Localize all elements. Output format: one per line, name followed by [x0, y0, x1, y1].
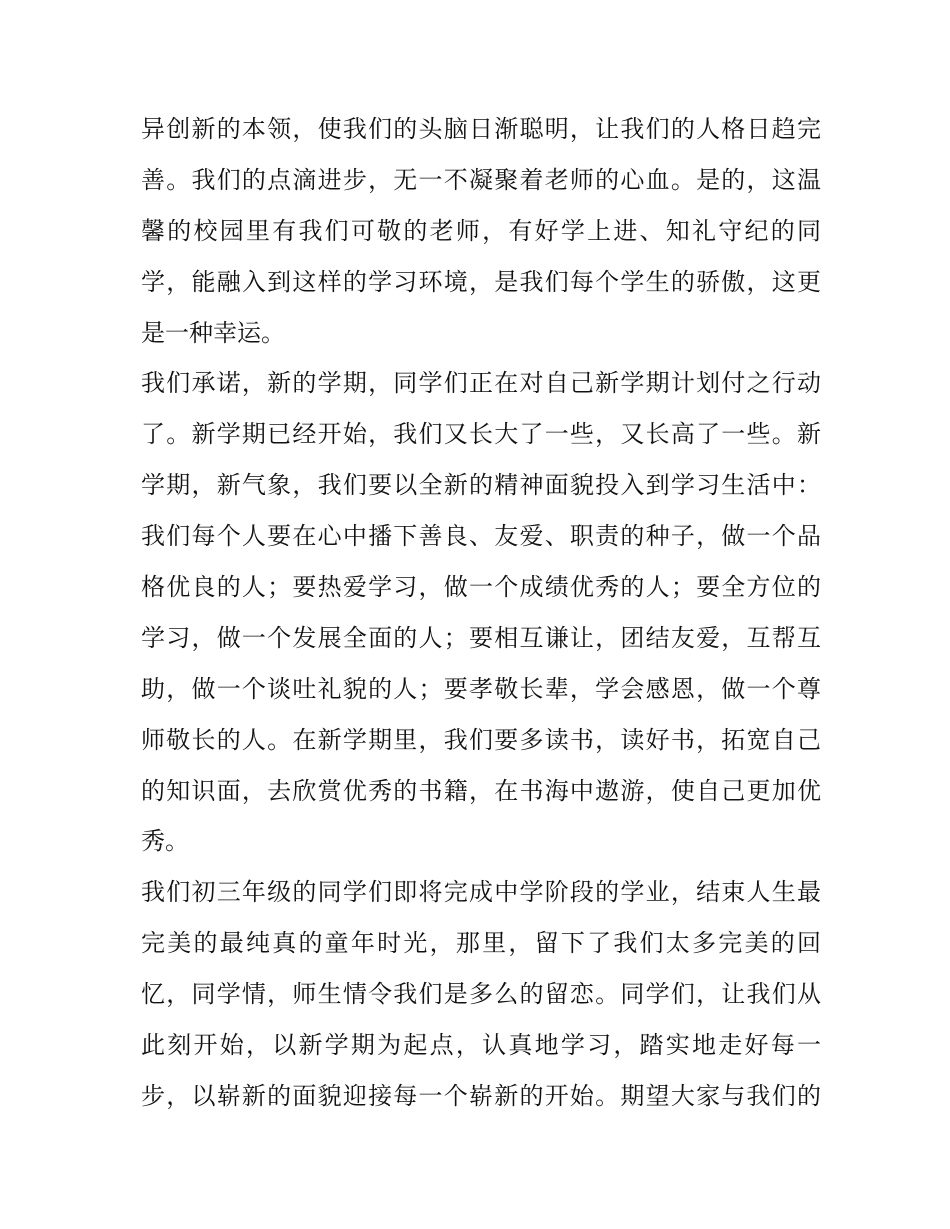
text-line: 我们初三年级的同学们即将完成中学阶段的学业，结束人生最 [141, 878, 821, 907]
text-line: 学期，新气象，我们要以全新的精神面貌投入到学习生活中： [141, 471, 821, 500]
text-line: 完美的最纯真的童年时光，那里，留下了我们太多完美的回 [141, 929, 821, 958]
text-line: 馨的校园里有我们可敬的老师，有好学上进、知礼守纪的同 [141, 216, 821, 245]
text-line: 的知识面，去欣赏优秀的书籍，在书海中遨游，使自己更加优 [141, 776, 821, 805]
text-line: 了。新学期已经开始，我们又长大了一些，又长高了一些。新 [141, 420, 821, 449]
text-line: 格优良的人；要热爱学习，做一个成绩优秀的人；要全方位的 [141, 573, 821, 602]
text-line: 异创新的本领，使我们的头脑日渐聪明，让我们的人格日趋完 [141, 115, 821, 143]
text-line: 学，能融入到这样的学习环境，是我们每个学生的骄傲，这更 [141, 267, 821, 296]
text-line: 助，做一个谈吐礼貌的人；要孝敬长辈，学会感恩，做一个尊 [141, 674, 821, 703]
text-line: 我们每个人要在心中播下善良、友爱、职责的种子，做一个品 [141, 522, 821, 551]
text-line: 学习，做一个发展全面的人；要相互谦让，团结友爱，互帮互 [141, 623, 821, 652]
text-line: 步，以崭新的面貌迎接每一个崭新的开始。期望大家与我们的 [141, 1081, 821, 1110]
text-line: 此刻开始，以新学期为起点，认真地学习，踏实地走好每一 [141, 1031, 821, 1060]
text-line: 忆，同学情，师生情令我们是多么的留恋。同学们，让我们从 [141, 980, 821, 1009]
body-text [141, 104, 821, 1122]
text-line: 师敬长的人。在新学期里，我们要多读书，读好书，拓宽自己 [141, 725, 821, 754]
text-line: 秀。 [141, 827, 189, 856]
text-line: 我们承诺，新的学期，同学们正在对自己新学期计划付之行动 [141, 369, 821, 398]
text-line: 善。我们的点滴进步，无一不凝聚着老师的心血。是的，这温 [141, 165, 821, 194]
text-line: 是一种幸运。 [141, 318, 285, 347]
